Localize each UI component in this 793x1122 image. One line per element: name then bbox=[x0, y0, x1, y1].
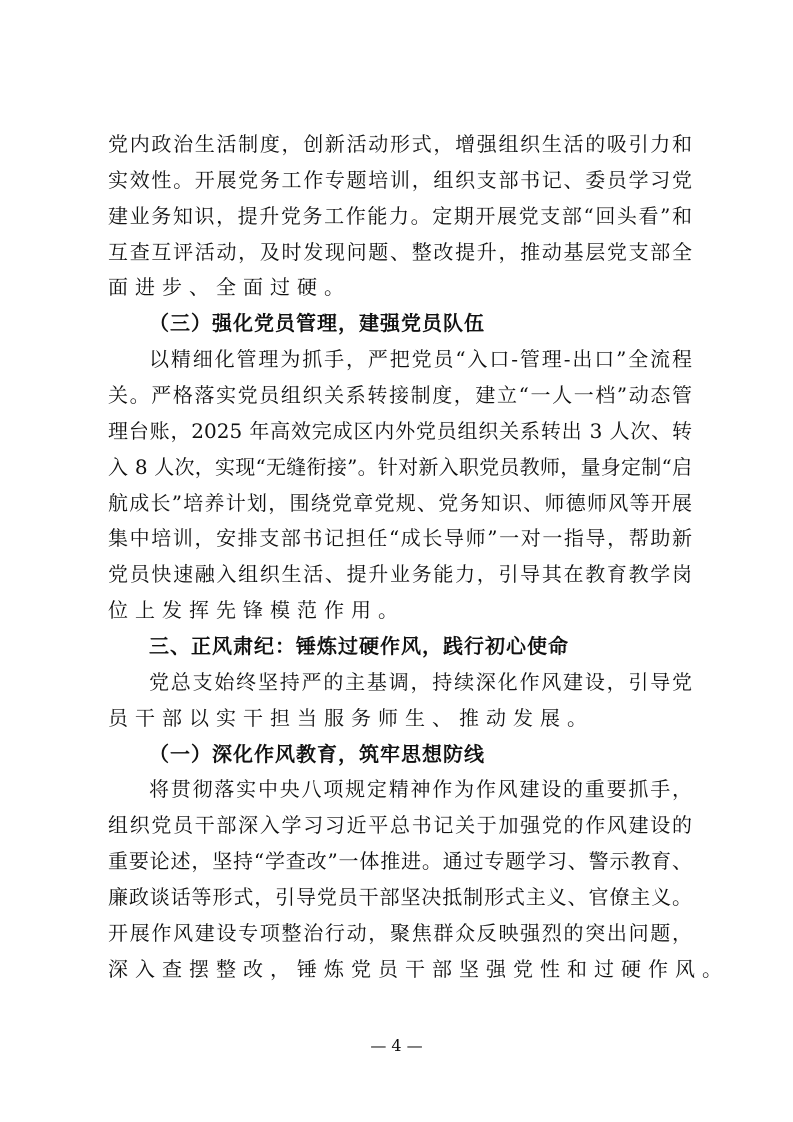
section-heading bbox=[108, 629, 692, 665]
text-line: 员干部以实干担当服务师生、推动发展。 bbox=[108, 705, 594, 730]
text-line: 廉政谈话等形式，引导党员干部坚决抵制形式主义、官僚主义。 bbox=[108, 885, 692, 910]
text-line: 建业务知识，提升党务工作能力。定期开展党支部“回头看”和 bbox=[108, 203, 692, 228]
text-line: 航成长”培养计划，围绕党章党规、党务知识、师德师风等开展 bbox=[108, 490, 692, 515]
text-line: 开展作风建设专项整治行动，聚焦群众反映强烈的突出问题， bbox=[108, 920, 692, 945]
text-line: 关。严格落实党员组织关系转接制度，建立“一人一档”动态管 bbox=[108, 383, 692, 408]
text-line: 实效性。开展党务工作专题培训，组织支部书记、委员学习党 bbox=[108, 167, 692, 192]
text-line: 入 8 人次，实现“无缝衔接”。针对新入职党员教师，量身定制“启 bbox=[108, 454, 692, 479]
paragraph bbox=[108, 342, 692, 629]
paragraph bbox=[108, 127, 692, 306]
paragraph bbox=[108, 665, 692, 737]
section-heading bbox=[108, 306, 692, 342]
text-line: 党总支始终坚持严的主基调，持续深化作风建设，引导党 bbox=[149, 669, 692, 694]
text-line: 深入查摆整改，锤炼党员干部坚强党性和过硬作风。 bbox=[108, 956, 729, 981]
section-heading bbox=[108, 737, 692, 773]
text-line: 重要论述，坚持“学查改”一体推进。通过专题学习、警示教育、 bbox=[108, 849, 692, 874]
text-line: 组织党员干部深入学习习近平总书记关于加强党的作风建设的 bbox=[108, 813, 692, 838]
text-line: 将贯彻落实中央八项规定精神作为作风建设的重要抓手， bbox=[149, 777, 692, 802]
text-line: （三）强化党员管理，建强党员队伍 bbox=[149, 311, 485, 336]
text-line: 互查互评活动，及时发现问题、整改提升，推动基层党支部全 bbox=[108, 239, 692, 264]
text-line: 以精细化管理为抓手，严把党员“入口-管理-出口”全流程 bbox=[149, 347, 692, 372]
text-line: 三、正风肃纪：锤炼过硬作风，践行初心使命 bbox=[149, 634, 569, 659]
page-number: — 4 — bbox=[370, 1036, 423, 1055]
text-line: 集中培训，安排支部书记担任“成长导师”一对一指导，帮助新 bbox=[108, 526, 692, 551]
text-line: （一）深化作风教育，筑牢思想防线 bbox=[149, 741, 485, 766]
document-body bbox=[108, 127, 729, 988]
text-line: 党内政治生活制度，创新活动形式，增强组织生活的吸引力和 bbox=[108, 132, 692, 156]
text-line: 位上发挥先锋模范作用。 bbox=[108, 598, 405, 623]
paragraph bbox=[108, 772, 729, 987]
text-line: 面进步、全面过硬。 bbox=[108, 275, 351, 300]
text-line: 党员快速融入组织生活、提升业务能力，引导其在教育教学岗 bbox=[108, 562, 692, 587]
text-line: 理台账，2025 年高效完成区内外党员组织关系转出 3 人次、转 bbox=[108, 418, 692, 443]
